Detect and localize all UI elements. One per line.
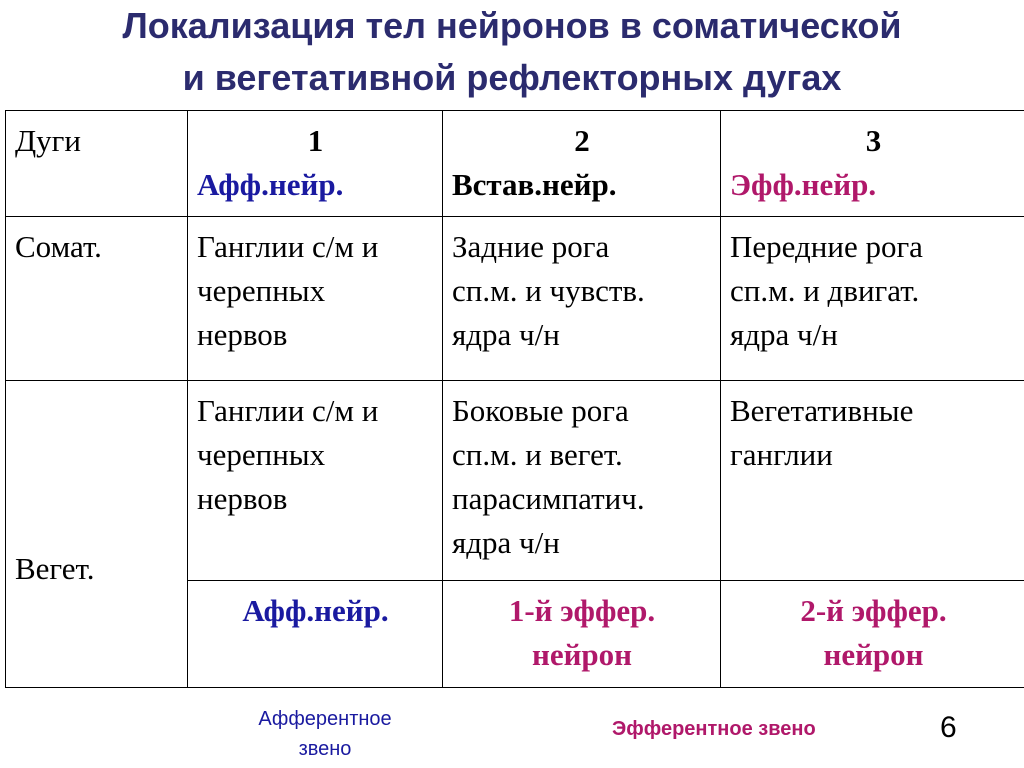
header-col-1-label: Афф.нейр. [197,167,344,202]
summary-col-2 [443,581,721,688]
somatic-col-3-line-3: ядра ч/н [730,317,838,352]
vegetative-col-3-line-1: Вегетативные [730,393,914,428]
neuron-localization-table [5,110,1024,688]
slide-title [0,0,1024,104]
summary-col-3-line-1: 2-й эффер. [800,593,947,628]
somatic-col-1 [188,217,443,381]
vegetative-col-3-line-2: ганглии [730,437,833,472]
vegetative-col-1-line-2: черепных [197,437,326,472]
table-row-vegetative [6,381,1024,581]
table-header-row [6,111,1024,217]
summary-col-3 [721,581,1024,688]
summary-col-2-line-1: 1-й эффер. [508,593,656,628]
efferent-link-label: Эфферентное звено [612,718,816,740]
vegetative-col-1-line-3: нервов [197,481,288,516]
header-col-2-number: 2 [574,123,590,158]
header-col-2-label: Встав.нейр. [452,167,617,202]
slide-page-number: 6 [940,711,957,744]
vegetative-col-1-line-1: Ганглии с/м и [197,393,379,428]
header-col-3 [721,111,1024,217]
somatic-col-1-line-2: черепных [197,273,326,308]
summary-col-1-line-1: Афф.нейр. [242,593,389,628]
table-row-somatic [6,217,1024,381]
slide-title-line-2: и вегетативной рефлекторных дугах [182,57,842,98]
somatic-col-1-line-1: Ганглии с/м и [197,229,379,264]
vegetative-col-2-line-3: парасимпатич. [452,481,645,516]
somatic-col-2-line-3: ядра ч/н [452,317,560,352]
somatic-col-1-line-3: нервов [197,317,288,352]
summary-col-1 [188,581,443,688]
afferent-link-label [230,704,420,764]
vegetative-col-3 [721,381,1024,581]
header-col-2 [443,111,721,217]
somatic-col-3-line-1: Передние рога [730,229,923,264]
row-label-somatic: Сомат. [6,217,188,381]
afferent-label-line-1: Афферентное [258,708,392,730]
afferent-label-line-2: звено [298,738,352,760]
vegetative-col-2-line-4: ядра ч/н [452,525,560,560]
row-label-vegetative: Вегет. [6,381,188,688]
vegetative-col-1 [188,381,443,581]
header-col-3-label: Эфф.нейр. [730,167,877,202]
header-col-1-number: 1 [307,123,324,158]
slide-title-line-1: Локализация тел нейронов в соматической [122,5,902,46]
vegetative-col-2-line-1: Боковые рога [452,393,629,428]
header-col-3-number: 3 [865,123,882,158]
somatic-col-2 [443,217,721,381]
somatic-col-3-line-2: сп.м. и двигат. [730,273,920,308]
vegetative-col-2-line-2: сп.м. и вегет. [452,437,623,472]
header-row-label: Дуги [6,111,188,217]
header-col-1 [188,111,443,217]
summary-col-3-line-2: нейрон [823,637,924,672]
summary-col-2-line-2: нейрон [531,637,633,672]
somatic-col-3 [721,217,1024,381]
somatic-col-2-line-2: сп.м. и чувств. [452,273,645,308]
somatic-col-2-line-1: Задние рога [452,229,610,264]
vegetative-col-2 [443,381,721,581]
